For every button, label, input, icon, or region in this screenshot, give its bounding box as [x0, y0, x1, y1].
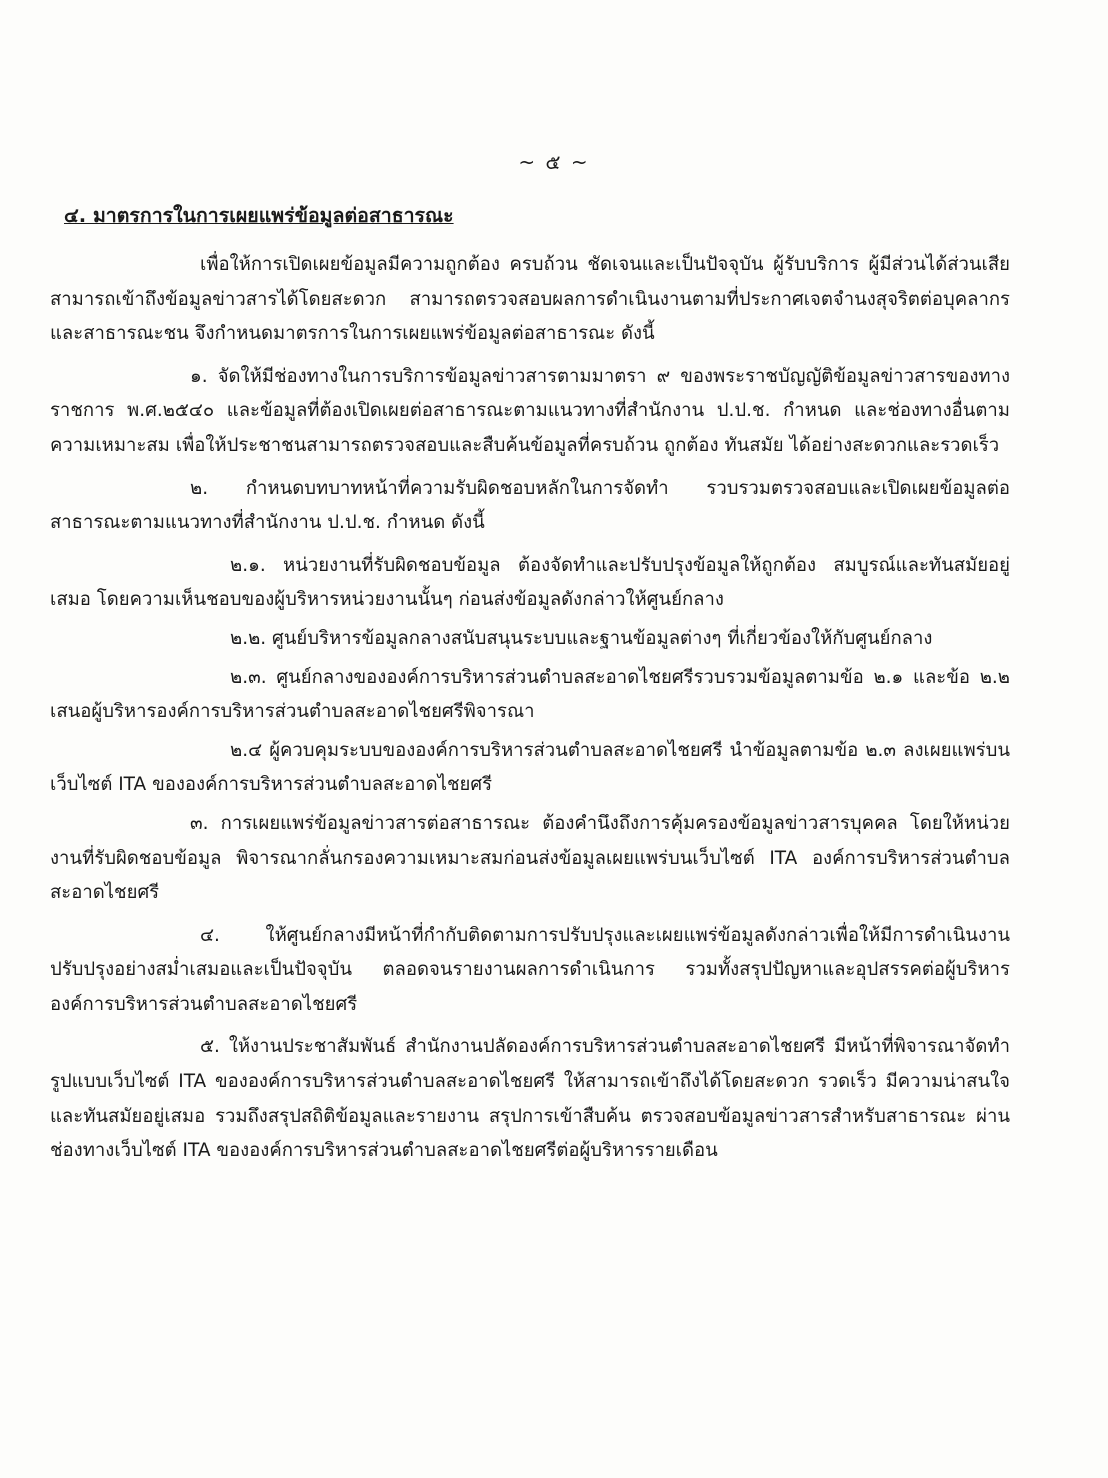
page-number: ~ ๕ ~	[518, 150, 590, 174]
measure-3-paragraph: ๓. การเผยแพร่ข้อมูลข่าวสารต่อสาธารณะ ต้องคำนึงถึงการคุ้มครองข้อมูลข่าวสารบุคคล โดยให้หน่วยงานที่รับผิดชอบข้อมูล พิจารณากลั่นกรองความเหมาะสมก่อนส่งข้อมูลเผยแพร่บนเว็บไซต์ ITA องค์การบริหารส่วนตำบลสะอาดไชยศรี	[50, 812, 1010, 904]
measure-2-1-paragraph: ๒.๑. หน่วยงานที่รับผิดชอบข้อมูล ต้องจัดทำและปรับปรุงข้อมูลให้ถูกต้อง สมบูรณ์และทันสมัยอยู่เสมอ โดยความเห็นชอบของผู้บริหารหน่วยงานนั้นๆ ก่อนส่งข้อมูลดังกล่าวให้ศูนย์กลาง	[50, 554, 1010, 611]
measure-2-4-paragraph: ๒.๔ ผู้ควบคุมระบบขององค์การบริหารส่วนตำบลสะอาดไชยศรี นำข้อมูลตามข้อ ๒.๓ ลงเผยแพร่บนเว็บไซต์ ITA ขององค์การบริหารส่วนตำบลสะอาดไชยศรี	[50, 739, 1010, 796]
measure-2-2-paragraph: ๒.๒. ศูนย์บริหารข้อมูลกลางสนับสนุนระบบและฐานข้อมูลต่างๆ ที่เกี่ยวข้องให้กับศูนย์กลาง	[230, 627, 933, 649]
section-heading: ๔. มาตรการในการเผยแพร่ข้อมูลต่อสาธารณะ	[64, 204, 454, 227]
document-body	[50, 200, 1010, 1177]
measure-2-3-paragraph: ๒.๓. ศูนย์กลางขององค์การบริหารส่วนตำบลสะอาดไชยศรีรวบรวมข้อมูลตามข้อ ๒.๑ และข้อ ๒.๒ เสนอผู้บริหารองค์การบริหารส่วนตำบลสะอาดไชยศรีพิจารณา	[50, 666, 1010, 723]
measure-2-paragraph: ๒. กำหนดบทบาทหน้าที่ความรับผิดชอบหลักในการจัดทำ รวบรวมตรวจสอบและเปิดเผยข้อมูลต่อสาธารณะตามแนวทางที่สำนักงาน ป.ป.ช. กำหนด ดังนี้	[50, 477, 1010, 534]
measure-5-paragraph: ๕. ให้งานประชาสัมพันธ์ สำนักงานปลัดองค์การบริหารส่วนตำบลสะอาดไชยศรี มีหน้าที่พิจารณาจัดทำรูปแบบเว็บไซต์ ITA ขององค์การบริหารส่วนตำบลสะอาดไชยศรี ให้สามารถเข้าถึงได้โดยสะดวก รวดเร็ว มีความน่าสนใจและทันสมัยอยู่เสมอ รวมถึงสรุปสถิติข้อมูลและรายงาน สรุปการเข้าสืบค้น ตรวจสอบข้อมูลข่าวสารสำหรับสาธารณะ ผ่านช่องทางเว็บไซต์ ITA ขององค์การบริหารส่วนตำบลสะอาดไชยศรีต่อผู้บริหารรายเดือน	[50, 1036, 1010, 1162]
measure-1-paragraph: ๑. จัดให้มีช่องทางในการบริการข้อมูลข่าวสารตามมาตรา ๙ ของพระราชบัญญัติข้อมูลข่าวสารของทางราชการ พ.ศ.๒๕๔๐ และข้อมูลที่ต้องเปิดเผยต่อสาธารณะตามแนวทางที่สำนักงาน ป.ป.ช. กำหนด และช่องทางอื่นตามความเหมาะสม เพื่อให้ประชาชนสามารถตรวจสอบและสืบค้นข้อมูลที่ครบถ้วน ถูกต้อง ทันสมัย ได้อย่างสะดวกและรวดเร็ว	[50, 365, 1010, 456]
intro-paragraph: เพื่อให้การเปิดเผยข้อมูลมีความถูกต้อง ครบถ้วน ชัดเจนและเป็นปัจจุบัน ผู้รับบริการ ผู้มีส่วนได้ส่วนเสียสามารถเข้าถึงข้อมูลข่าวสารได้โดยสะดวก สามารถตรวจสอบผลการดำเนินงานตามที่ประกาศเจตจำนงสุจริตต่อบุคลากรและสาธารณะชน จึงกำหนดมาตรการในการเผยแพร่ข้อมูลต่อสาธารณะ ดังนี้	[50, 254, 1010, 345]
measure-4-paragraph: ๔. ให้ศูนย์กลางมีหน้าที่กำกับติดตามการปรับปรุงและเผยแพร่ข้อมูลดังกล่าวเพื่อให้มีการดำเนินงานปรับปรุงอย่างสม่ำเสมอและเป็นปัจจุบัน ตลอดจนรายงานผลการดำเนินการ รวมทั้งสรุปปัญหาและอุปสรรคต่อผู้บริหารองค์การบริหารส่วนตำบลสะอาดไชยศรี	[50, 924, 1010, 1015]
